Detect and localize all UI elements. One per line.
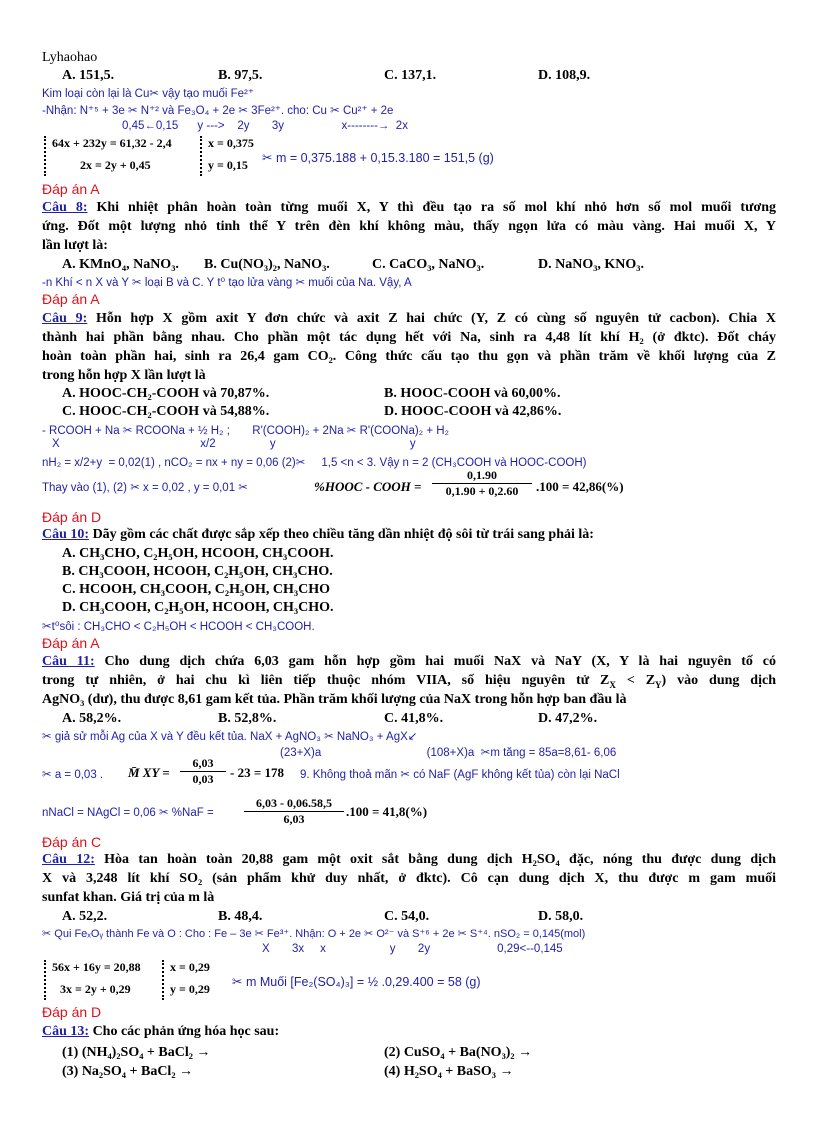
question-number: Câu 9: xyxy=(42,311,88,326)
question-text: Cho các phản ứng hóa học sau: xyxy=(92,1024,280,1039)
equation: M̄ XY = xyxy=(128,765,170,780)
question-number: Câu 10: xyxy=(42,527,90,542)
solution-line: Thay vào (1), (2) ✂ x = 0,02 , y = 0,01 ✂ xyxy=(42,482,248,494)
option-a: A. KMnO₄, NaNO₃. xyxy=(62,257,179,272)
fraction-numerator: 6,03 - 0,06.58,5 xyxy=(244,796,344,812)
fraction-numerator: 6,03 xyxy=(180,756,226,772)
solution-line: X x/2 y y xyxy=(52,438,416,450)
option-a: A. 52,2. xyxy=(62,909,108,924)
equation-brace xyxy=(162,960,164,1000)
question-number: Câu 12: xyxy=(42,852,95,867)
option-d: D. 58,0. xyxy=(538,909,584,924)
fraction-denominator: 6,03 xyxy=(283,812,305,826)
solution-line: -Nhận: N⁺⁵ + 3e ✂ N⁺² và Fe₃O₄ + 2e ✂ 3Fe²⁺. cho: Cu ✂ Cu²⁺ + 2e xyxy=(42,105,394,117)
question-text: Hỗn hợp X gồm axit Y đơn chức và axit Z hai chức (Y, Z có cùng số nguyên tử cacbon). Chia X xyxy=(96,311,777,326)
question-8 xyxy=(42,200,776,216)
solution-line: X 3x x y 2y 0,29<--0,145 xyxy=(262,943,563,955)
solution-line: - RCOOH + Na ✂ RCOONa + ½ H₂ ; R'(COOH)₂ + 2Na ✂ R'(COONa)₂ + H₂ xyxy=(42,425,450,437)
question-text: Khi nhiệt phân hoàn toàn từng muối X, Y thì đều tạo ra số mol khí nhỏ hơn số mol muối tương xyxy=(96,200,777,215)
answer-label: Đáp án A xyxy=(42,635,100,651)
solution-line: ✂ Qui FeₓOᵧ thành Fe và O : Cho : Fe – 3e ✂ Fe³⁺. Nhận: O + 2e ✂ O²⁻ và S⁺⁶ + 2e ✂ S⁺⁴. nSO₂ = 0,145(mol) xyxy=(42,928,586,940)
option-d: D. CH₃COOH, C₂H₅OH, HCOOH, CH₃CHO. xyxy=(62,600,334,615)
option-c: C. HOOC-CH₂-COOH và 54,88%. xyxy=(62,404,270,419)
answer-label: Đáp án C xyxy=(42,834,102,850)
answer-label: Đáp án A xyxy=(42,181,100,197)
question-12 xyxy=(42,852,776,868)
solution-line: ✂ a = 0,03 . xyxy=(42,769,104,781)
option-a: A. 58,2%. xyxy=(62,711,122,726)
option-c: C. 41,8%. xyxy=(384,711,444,726)
solution-line: ✂ m = 0,375.188 + 0,15.3.180 = 151,5 (g) xyxy=(262,151,494,165)
option-b: B. 97,5. xyxy=(218,68,263,83)
solution-line: 9. Không thoả mãn ✂ có NaF (AgF không kết tủa) còn lại NaCl xyxy=(300,769,620,781)
option-d: D. HOOC-COOH và 42,86%. xyxy=(384,404,562,419)
question-text: hoàn toàn phần hai, sinh ra 26,4 gam CO₂. Công thức cấu tạo thu gọn và phần trăm về khối lượng của Z xyxy=(42,349,776,364)
solution-line: nNaCl = NAgCl = 0,06 ✂ %NaF = xyxy=(42,807,214,819)
fraction-denominator: 0,03 xyxy=(192,772,214,786)
equation: y = 0,15 xyxy=(208,158,248,172)
question-text: sunfat khan. Giá trị của m là xyxy=(42,890,215,905)
question-text: trong hỗn hợp X lần lượt là xyxy=(42,368,206,383)
reaction-3: (3) Na₂SO₄ + BaCl₂ → xyxy=(62,1064,194,1079)
option-d: D. 47,2%. xyxy=(538,711,598,726)
option-a: A. HOOC-CH₂-COOH và 70,87%. xyxy=(62,386,270,401)
equation: y = 0,29 xyxy=(170,982,210,996)
question-text: ứng. Đốt một lượng nhỏ tinh thể Y trên đèn khí không màu, thấy ngọn lửa có màu vàng. Hai muối X, Y xyxy=(42,219,776,234)
option-c: C. CaCO₃, NaNO₃. xyxy=(372,257,485,272)
question-text: trong tự nhiên, ở hai chu kì liên tiếp thuộc nhóm VIIA, số hiệu nguyên tử $Z_X < Z_Y$) vào dung dịch xyxy=(42,673,776,690)
solution-line: Kim loại còn lại là Cu✂ vậy tạo muối Fe²⁺ xyxy=(42,88,254,100)
option-d: D. NaNO₃, KNO₃. xyxy=(538,257,645,272)
equation-brace xyxy=(200,136,202,176)
question-13 xyxy=(42,1024,279,1040)
solution-line: ✂ m Muối [Fe₂(SO₄)₃] = ½ .0,29.400 = 58 (g) xyxy=(232,975,481,989)
solution-line: 0,45←0,15 y ---> 2y 3y x--------→ 2x xyxy=(122,120,408,132)
question-text: thành hai phần bằng nhau. Cho phần một tác dụng hết với Na, sinh ra 4,48 lít khí H₂ (ở đktc). Đốt cháy xyxy=(42,330,776,345)
fraction xyxy=(180,756,226,787)
solution-line: ✂ giả sử mỗi Ag của X và Y đều kết tủa. NaX + AgNO₃ ✂ NaNO₃ + AgX↙ xyxy=(42,731,418,743)
reaction-1: (1) (NH₄)₂SO₄ + BaCl₂ → xyxy=(62,1045,211,1060)
reaction-2: (2) CuSO₄ + Ba(NO₃)₂ → xyxy=(384,1045,533,1060)
question-text: X và 3,248 lít khí SO₂ (sản phẩm khử duy nhất, ở đktc). Cô cạn dung dịch X, thu được m gam muối xyxy=(42,871,776,886)
question-text: Hòa tan hoàn toàn 20,88 gam một oxit sắt bằng dung dịch H₂SO₄ đặc, nóng thu được dung dịch xyxy=(104,852,776,867)
author-label: Lyhaohao xyxy=(42,50,98,65)
option-b: B. 52,8%. xyxy=(218,711,277,726)
question-number: Câu 13: xyxy=(42,1024,90,1039)
answer-label: Đáp án A xyxy=(42,291,100,307)
equation: 2x = 2y + 0,45 xyxy=(80,158,151,172)
equation: 3x = 2y + 0,29 xyxy=(60,982,131,996)
fraction-denominator: 0,1.90 + 0,2.60 xyxy=(445,484,519,498)
question-text: AgNO₃ (dư), thu được 8,61 gam kết tủa. Phần trăm khối lượng của NaX trong hỗn hợp ban đầu là xyxy=(42,692,627,707)
option-b: B. 48,4. xyxy=(218,909,263,924)
solution-line: (23+X)a (108+X)a ✂m tăng = 85a=8,61- 6,06 xyxy=(280,747,617,759)
equation: 64x + 232y = 61,32 - 2,4 xyxy=(52,136,172,150)
option-b: B. CH₃COOH, HCOOH, C₂H₅OH, CH₃CHO. xyxy=(62,564,333,579)
equation: .100 = 42,86(%) xyxy=(536,479,624,494)
question-text: lần lượt là: xyxy=(42,238,108,253)
equation: .100 = 41,8(%) xyxy=(346,804,428,819)
question-text: Dãy gồm các chất được sắp xếp theo chiều tăng dần nhiệt độ sôi từ trái sang phải là: xyxy=(92,527,594,542)
question-text: Cho dung dịch chứa 6,03 gam hỗn hợp gồm hai muối NaX và NaY (X, Y là hai nguyên tố có xyxy=(104,654,776,669)
option-a: A. CH₃CHO, C₂H₅OH, HCOOH, CH₃COOH. xyxy=(62,546,334,561)
equation: %HOOC - COOH = xyxy=(314,479,422,494)
question-11 xyxy=(42,654,776,670)
option-c: C. 137,1. xyxy=(384,68,437,83)
answer-label: Đáp án D xyxy=(42,509,102,525)
question-9 xyxy=(42,311,776,327)
equation-brace xyxy=(44,960,46,1000)
option-c: C. 54,0. xyxy=(384,909,430,924)
option-a: A. 151,5. xyxy=(62,68,115,83)
fraction-numerator: 0,1.90 xyxy=(432,468,532,484)
option-b: B. Cu(NO₃)₂, NaNO₃. xyxy=(204,257,330,272)
equation: x = 0,375 xyxy=(208,136,254,150)
solution-line: nH₂ = x/2+y = 0,02(1) , nCO₂ = nx + ny = 0,06 (2)✂ 1,5 <n < 3. Vậy n = 2 (CH₃COOH và HOOC-COOH) xyxy=(42,457,587,469)
reaction-4: (4) H₂SO₄ + BaSO₃ → xyxy=(384,1064,514,1079)
option-c: C. HCOOH, CH₃COOH, C₂H₅OH, CH₃CHO xyxy=(62,582,331,597)
fraction xyxy=(432,468,532,499)
equation: x = 0,29 xyxy=(170,960,210,974)
equation: 56x + 16y = 20,88 xyxy=(52,960,141,974)
question-number: Câu 11: xyxy=(42,654,95,669)
answer-label: Đáp án D xyxy=(42,1004,102,1020)
solution-line: -n Khí < n X và Y ✂ loại B và C. Y t⁰ tạo lửa vàng ✂ muối của Na. Vậy, A xyxy=(42,277,412,289)
equation-brace xyxy=(44,136,46,176)
option-b: B. HOOC-COOH và 60,00%. xyxy=(384,386,561,401)
fraction xyxy=(244,796,344,827)
equation: - 23 = 178 xyxy=(230,765,284,780)
question-number: Câu 8: xyxy=(42,200,88,215)
solution-line: ✂t⁰sôi : CH₃CHO < C₂H₅OH < HCOOH < CH₃COOH. xyxy=(42,621,315,633)
option-d: D. 108,9. xyxy=(538,68,591,83)
question-10 xyxy=(42,527,594,543)
